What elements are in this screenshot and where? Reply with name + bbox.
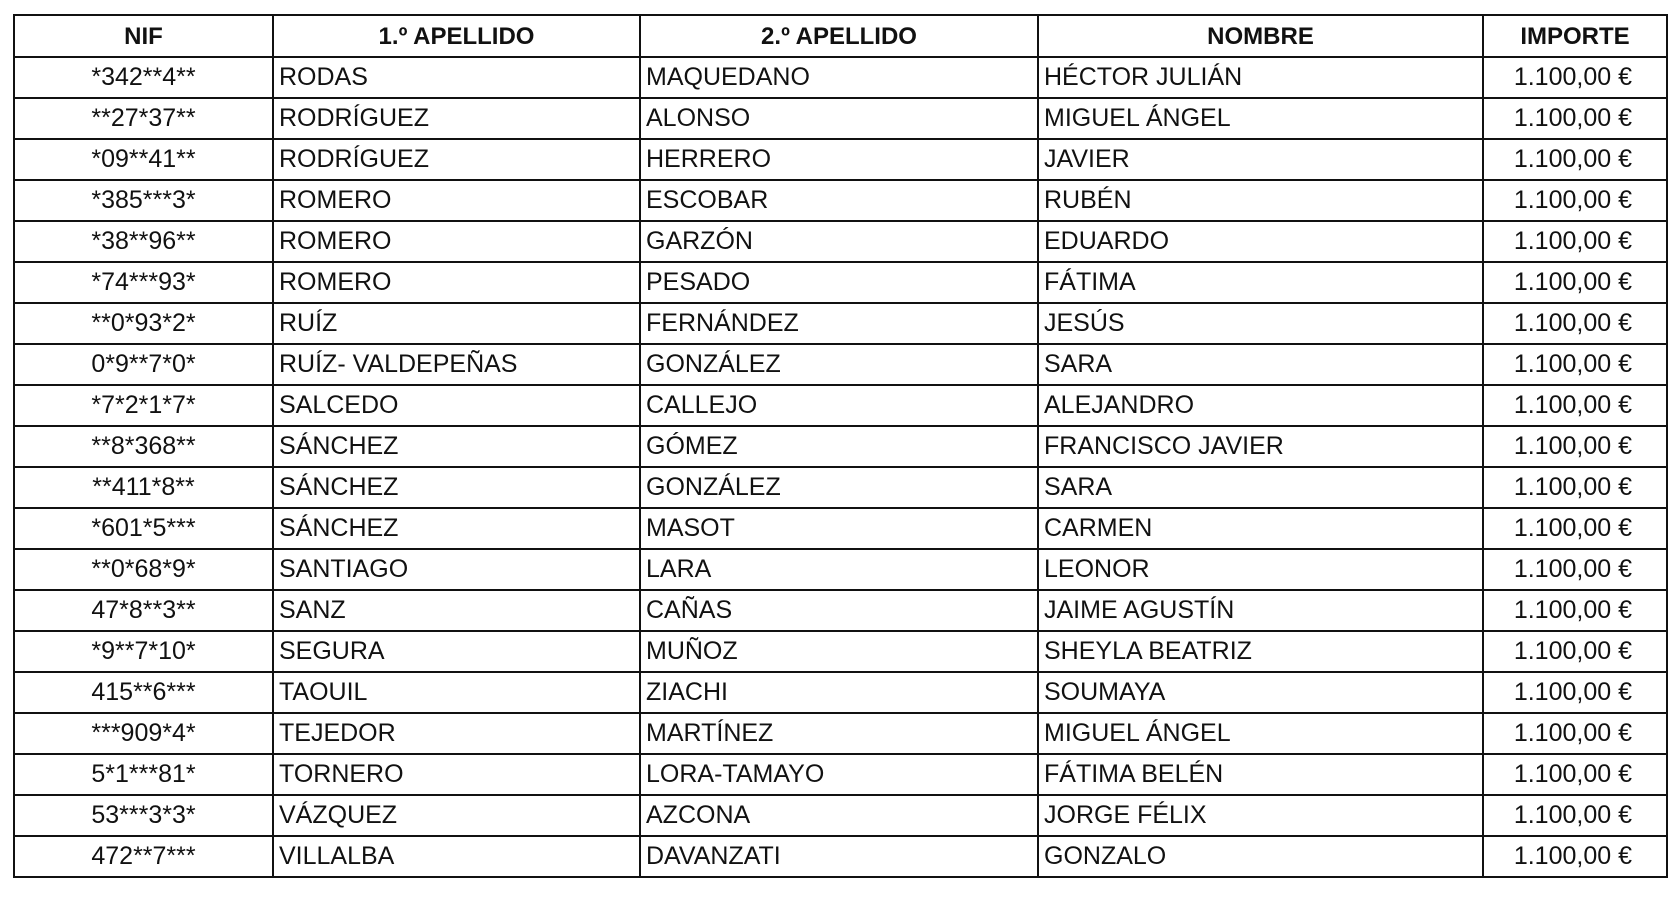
cell-nombre: SOUMAYA xyxy=(1038,672,1483,713)
cell-apellido1: SANTIAGO xyxy=(273,549,640,590)
table-row xyxy=(14,221,1667,262)
table-row xyxy=(14,754,1667,795)
cell-apellido1: RODAS xyxy=(273,57,640,98)
header-apellido1: 1.º APELLIDO xyxy=(273,15,640,57)
cell-apellido1: SANZ xyxy=(273,590,640,631)
cell-nif: 5*1***81* xyxy=(14,754,273,795)
cell-importe: 1.100,00 € xyxy=(1483,508,1667,549)
cell-importe: 1.100,00 € xyxy=(1483,344,1667,385)
header-importe: IMPORTE xyxy=(1483,15,1667,57)
table-row xyxy=(14,836,1667,877)
header-nif: NIF xyxy=(14,15,273,57)
cell-apellido1: SEGURA xyxy=(273,631,640,672)
cell-apellido2: MUÑOZ xyxy=(640,631,1038,672)
header-nombre: NOMBRE xyxy=(1038,15,1483,57)
cell-nif: *601*5*** xyxy=(14,508,273,549)
cell-apellido2: ZIACHI xyxy=(640,672,1038,713)
cell-apellido1: RUÍZ xyxy=(273,303,640,344)
cell-nif: **0*68*9* xyxy=(14,549,273,590)
cell-importe: 1.100,00 € xyxy=(1483,139,1667,180)
cell-nombre: LEONOR xyxy=(1038,549,1483,590)
header-row xyxy=(14,15,1667,57)
cell-importe: 1.100,00 € xyxy=(1483,836,1667,877)
cell-nif: *7*2*1*7* xyxy=(14,385,273,426)
table-body xyxy=(14,57,1667,877)
table-row xyxy=(14,631,1667,672)
table-row xyxy=(14,426,1667,467)
cell-nif: **411*8** xyxy=(14,467,273,508)
cell-apellido1: ROMERO xyxy=(273,180,640,221)
cell-apellido1: RUÍZ- VALDEPEÑAS xyxy=(273,344,640,385)
cell-nif: 53***3*3* xyxy=(14,795,273,836)
cell-importe: 1.100,00 € xyxy=(1483,303,1667,344)
cell-apellido2: LARA xyxy=(640,549,1038,590)
cell-apellido2: ALONSO xyxy=(640,98,1038,139)
cell-apellido2: MAQUEDANO xyxy=(640,57,1038,98)
cell-nombre: ALEJANDRO xyxy=(1038,385,1483,426)
table-row xyxy=(14,98,1667,139)
table-row xyxy=(14,795,1667,836)
table-row xyxy=(14,262,1667,303)
cell-nombre: SHEYLA BEATRIZ xyxy=(1038,631,1483,672)
table-row xyxy=(14,713,1667,754)
cell-nif: *385***3* xyxy=(14,180,273,221)
table-row xyxy=(14,467,1667,508)
cell-apellido2: MARTÍNEZ xyxy=(640,713,1038,754)
cell-apellido1: RODRÍGUEZ xyxy=(273,139,640,180)
cell-apellido2: AZCONA xyxy=(640,795,1038,836)
cell-nombre: MIGUEL ÁNGEL xyxy=(1038,98,1483,139)
cell-importe: 1.100,00 € xyxy=(1483,549,1667,590)
cell-apellido2: FERNÁNDEZ xyxy=(640,303,1038,344)
cell-nombre: SARA xyxy=(1038,344,1483,385)
cell-nombre: HÉCTOR JULIÁN xyxy=(1038,57,1483,98)
cell-nombre: FÁTIMA xyxy=(1038,262,1483,303)
cell-importe: 1.100,00 € xyxy=(1483,180,1667,221)
table-row xyxy=(14,344,1667,385)
cell-importe: 1.100,00 € xyxy=(1483,754,1667,795)
cell-apellido2: PESADO xyxy=(640,262,1038,303)
table-row xyxy=(14,139,1667,180)
cell-nombre: JAVIER xyxy=(1038,139,1483,180)
cell-nif: 472**7*** xyxy=(14,836,273,877)
cell-importe: 1.100,00 € xyxy=(1483,467,1667,508)
cell-nif: 415**6*** xyxy=(14,672,273,713)
cell-importe: 1.100,00 € xyxy=(1483,221,1667,262)
cell-apellido2: GÓMEZ xyxy=(640,426,1038,467)
cell-apellido2: ESCOBAR xyxy=(640,180,1038,221)
cell-apellido2: CAÑAS xyxy=(640,590,1038,631)
table-row xyxy=(14,672,1667,713)
cell-nombre: JESÚS xyxy=(1038,303,1483,344)
cell-nombre: JAIME AGUSTÍN xyxy=(1038,590,1483,631)
cell-apellido2: GONZÁLEZ xyxy=(640,467,1038,508)
cell-importe: 1.100,00 € xyxy=(1483,426,1667,467)
table-row xyxy=(14,57,1667,98)
cell-nif: *38**96** xyxy=(14,221,273,262)
cell-apellido2: MASOT xyxy=(640,508,1038,549)
cell-apellido1: SALCEDO xyxy=(273,385,640,426)
cell-importe: 1.100,00 € xyxy=(1483,98,1667,139)
table-row xyxy=(14,303,1667,344)
cell-apellido1: RODRÍGUEZ xyxy=(273,98,640,139)
table-header xyxy=(14,15,1667,57)
cell-nombre: RUBÉN xyxy=(1038,180,1483,221)
cell-apellido1: SÁNCHEZ xyxy=(273,467,640,508)
cell-importe: 1.100,00 € xyxy=(1483,57,1667,98)
table-row xyxy=(14,549,1667,590)
beneficiaries-table xyxy=(13,14,1668,878)
cell-nif: 47*8**3** xyxy=(14,590,273,631)
cell-nif: ***909*4* xyxy=(14,713,273,754)
cell-apellido1: VILLALBA xyxy=(273,836,640,877)
table-row xyxy=(14,385,1667,426)
cell-nif: *342**4** xyxy=(14,57,273,98)
cell-nif: 0*9**7*0* xyxy=(14,344,273,385)
cell-nombre: FRANCISCO JAVIER xyxy=(1038,426,1483,467)
cell-apellido1: TORNERO xyxy=(273,754,640,795)
cell-apellido2: HERRERO xyxy=(640,139,1038,180)
cell-nombre: EDUARDO xyxy=(1038,221,1483,262)
cell-apellido1: ROMERO xyxy=(273,221,640,262)
table-row xyxy=(14,180,1667,221)
cell-nombre: GONZALO xyxy=(1038,836,1483,877)
cell-nif: **8*368** xyxy=(14,426,273,467)
cell-apellido2: CALLEJO xyxy=(640,385,1038,426)
cell-apellido2: LORA-TAMAYO xyxy=(640,754,1038,795)
cell-nombre: FÁTIMA BELÉN xyxy=(1038,754,1483,795)
cell-nif: *09**41** xyxy=(14,139,273,180)
cell-apellido1: ROMERO xyxy=(273,262,640,303)
table-row xyxy=(14,508,1667,549)
cell-importe: 1.100,00 € xyxy=(1483,385,1667,426)
header-apellido2: 2.º APELLIDO xyxy=(640,15,1038,57)
table-row xyxy=(14,590,1667,631)
cell-importe: 1.100,00 € xyxy=(1483,713,1667,754)
cell-nif: *9**7*10* xyxy=(14,631,273,672)
cell-nombre: CARMEN xyxy=(1038,508,1483,549)
cell-apellido2: DAVANZATI xyxy=(640,836,1038,877)
cell-apellido1: TEJEDOR xyxy=(273,713,640,754)
cell-importe: 1.100,00 € xyxy=(1483,590,1667,631)
beneficiaries-table-container xyxy=(13,14,1666,878)
cell-nif: **27*37** xyxy=(14,98,273,139)
cell-apellido2: GONZÁLEZ xyxy=(640,344,1038,385)
cell-importe: 1.100,00 € xyxy=(1483,795,1667,836)
cell-nombre: SARA xyxy=(1038,467,1483,508)
cell-apellido1: SÁNCHEZ xyxy=(273,426,640,467)
cell-nombre: MIGUEL ÁNGEL xyxy=(1038,713,1483,754)
cell-apellido2: GARZÓN xyxy=(640,221,1038,262)
cell-apellido1: SÁNCHEZ xyxy=(273,508,640,549)
cell-nif: **0*93*2* xyxy=(14,303,273,344)
cell-importe: 1.100,00 € xyxy=(1483,631,1667,672)
cell-importe: 1.100,00 € xyxy=(1483,262,1667,303)
cell-nombre: JORGE FÉLIX xyxy=(1038,795,1483,836)
cell-apellido1: VÁZQUEZ xyxy=(273,795,640,836)
cell-apellido1: TAOUIL xyxy=(273,672,640,713)
cell-importe: 1.100,00 € xyxy=(1483,672,1667,713)
cell-nif: *74***93* xyxy=(14,262,273,303)
